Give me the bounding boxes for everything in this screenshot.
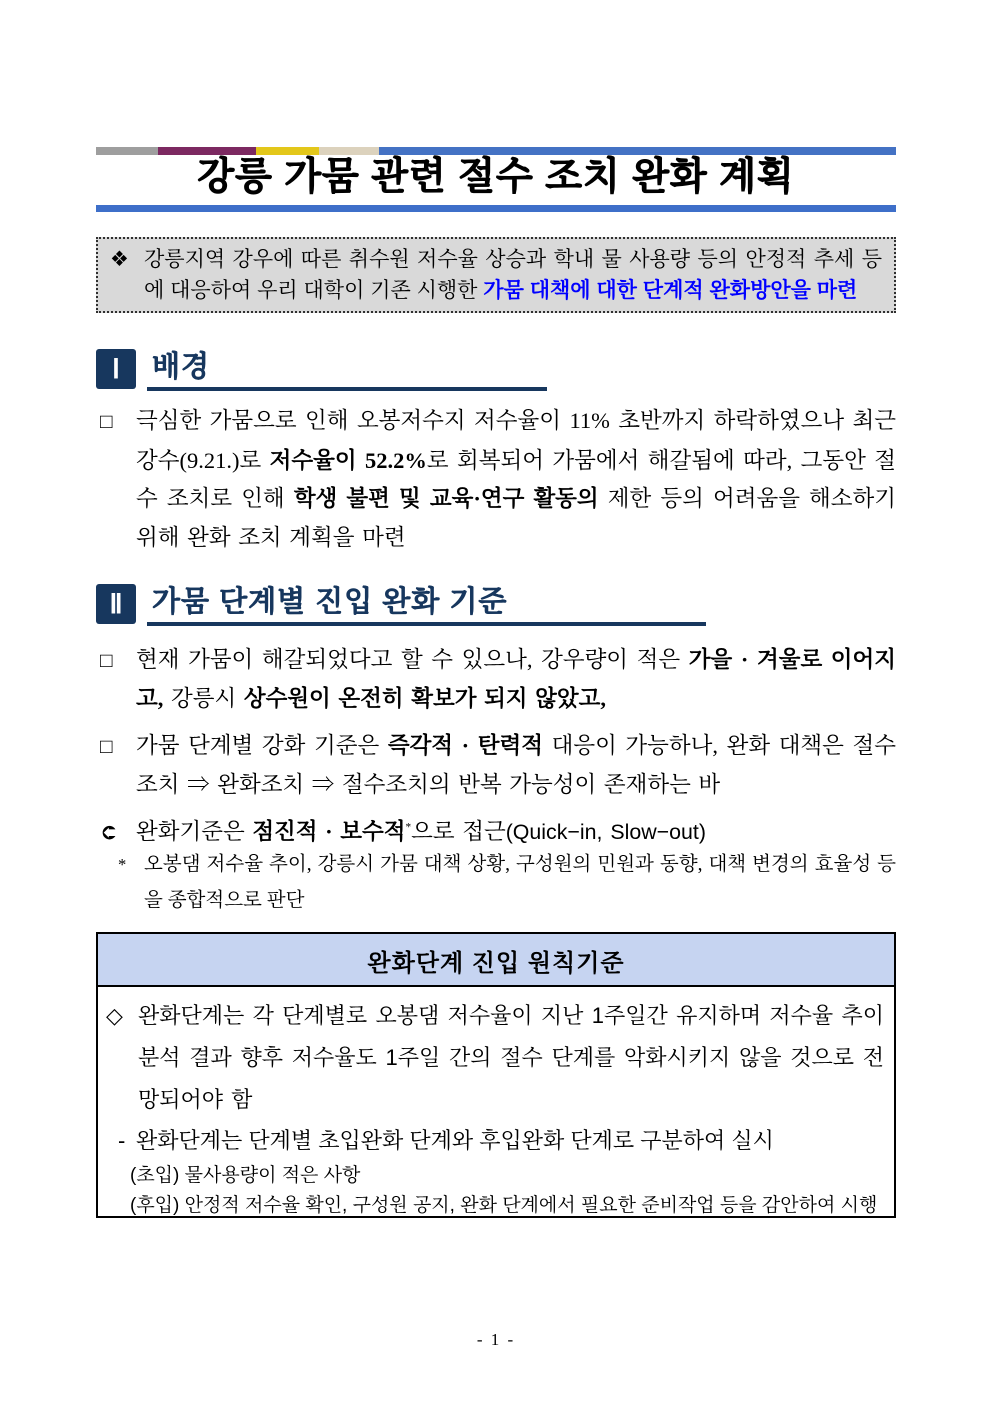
background-paragraph [100,402,896,557]
criteria-paragraph-2-runs: 가뭄 단계별 강화 기준은 즉각적 · 탄력적 대응이 가능하나, 완화 대책은 절수조치 ⇒ 완화조치 ⇒ 절수조치의 반복 가능성이 존재하는 바 [136,733,896,797]
summary-notice-box [96,237,896,313]
principle-row-4-text: 안정적 저수율 확인, 구성원 공지, 완화 단계에서 필요한 준비작업 등을 감안하여 시행 [184,1195,878,1216]
approach-paragraph [100,810,896,849]
criteria-paragraph-1-runs: 현재 가뭄이 해갈되었다고 할 수 있으나, 강우량이 적은 가을 · 겨울로 이어지고, 강릉시 상수원이 온전히 확보가 되지 않았고, [136,647,897,711]
principle-row-3-text: 물사용량이 적은 사항 [184,1165,361,1186]
section-1-number-badge: Ⅰ [96,349,136,389]
principle-row-1 [106,995,884,1121]
section-2-title: 가뭄 단계별 진입 완화 기준 [152,586,508,618]
diamond-cluster-bullet-icon: ❖ [110,248,129,271]
circled-arrow-bullet-icon: ➲ [100,818,119,844]
principle-row-4 [106,1191,884,1221]
choip-label: (초입) [130,1165,180,1186]
section-1-title: 배경 [152,351,211,383]
asterisk-marker-icon: * [118,855,127,874]
square-bullet-icon: □ [100,736,113,758]
square-bullet-icon: □ [100,650,113,672]
footnote-text: 오봉댐 저수율 추이, 강릉시 가뭄 대책 상황, 구성원의 민원과 동향, 대책 변경의 효율성 등을 종합적으로 판단 [144,854,896,911]
summary-notice-text [110,244,882,306]
title-underline-rule [96,205,896,212]
background-paragraph-runs: 극심한 가뭄으로 인해 오봉저수지 저수율이 11% 초반까지 하락하였으나 최근 강수(9.21.)로 저수율이 52.2%로 회복되어 가뭄에서 해갈됨에 따라, 그동안 절수 조치로 인해 학생 불편 및 교육·연구 활동의 제한 등의 어려움을 해소하기 위해 완화 조치 계획을 마련 [136,408,896,550]
criteria-paragraph-2 [100,727,896,804]
footnote [118,847,896,919]
section-2-header [96,584,706,626]
dash-bullet-icon: - [118,1128,126,1153]
document-title: 강릉 가뭄 관련 절수 조치 완화 계획 [197,156,795,198]
criteria-paragraph-1 [100,641,896,718]
principle-row-2-text: 완화단계는 단계별 초입완화 단계와 후입완화 단계로 구분하여 실시 [136,1128,774,1153]
section-2-number-badge: Ⅱ [96,584,136,624]
principle-row-2 [106,1121,884,1161]
principle-box-header: 완화단계 진입 원칙기준 [98,934,894,987]
section-1-header [96,349,547,391]
principle-box-body [98,987,894,1221]
principle-row-3 [106,1161,884,1191]
page-number: - 1 - [476,1330,516,1349]
principle-criteria-box [96,932,896,1218]
section-1-title-underline [147,349,547,391]
summary-notice-runs: 강릉지역 강우에 따른 취수원 저수율 상승과 학내 물 사용량 등의 안정적 추세 등에 대응하여 우리 대학이 기존 시행한 가뭄 대책에 대한 단계적 완화방안을 마련 [144,248,882,302]
principle-row-1-text: 완화단계는 각 단계별로 오봉댐 저수율이 지난 1주일간 유지하며 저수율 추이 분석 결과 향후 저수율도 1주일 간의 절수 단계를 악화시키지 않을 것으로 전망되어야 함 [138,1003,884,1112]
square-bullet-icon: □ [100,411,113,433]
huip-label: (후입) [130,1195,180,1216]
approach-paragraph-runs: 완화기준은 점진적 · 보수적*으로 접근(Quick−in, Slow−out) [136,818,706,844]
open-diamond-bullet-icon: ◇ [106,1003,123,1028]
section-2-title-underline [147,584,706,626]
